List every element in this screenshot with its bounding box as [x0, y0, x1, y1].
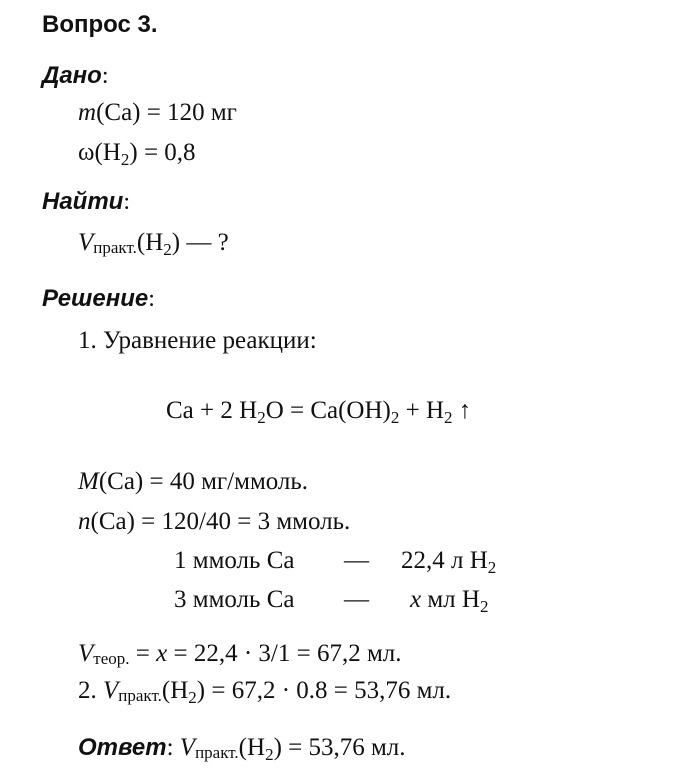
- solution-label: Решение: [42, 285, 149, 312]
- ratio-line-1-right: 22,4 л $H_2$: [401, 547, 497, 577]
- find-volume: $Vпракт.(H_2)$ — ?: [78, 229, 229, 259]
- page-title: Вопрос 3.: [42, 11, 158, 38]
- ratio-line-2-dash: —: [344, 586, 369, 613]
- solution-step-1: 1. Уравнение реакции:: [78, 327, 317, 354]
- given-label: Дано: [42, 62, 102, 89]
- given-omega: $\omega(H_2) = 0,8$: [78, 139, 196, 169]
- ratio-line-1-dash: —: [344, 547, 369, 574]
- solution-label-row: Решение:: [42, 285, 155, 312]
- answer-label: Ответ: [78, 734, 167, 761]
- ratio-line-2-right: x мл $H_2$: [410, 586, 489, 616]
- ratio-line-1: 1 ммоль Ca: [174, 547, 295, 574]
- answer-line: Ответ: $Vпракт.(H_2) = 53,76$ мл.: [78, 734, 406, 764]
- theoretical-volume-line: Vтеор. = x = 22,4 · 3/1 = 67,2 мл.: [78, 640, 402, 668]
- solution-step-2: 2. $Vпракт.(H_2) = 67,2 \cdot 0.8 = 53,76$ мл.: [78, 677, 452, 707]
- find-label-row: Найти:: [42, 188, 131, 215]
- molar-mass-line: M(Ca) = 40 мг/ммоль.: [78, 468, 309, 495]
- given-mass-ca: m(Ca) = 120 мг: [78, 99, 237, 126]
- given-label-row: Дано:: [42, 62, 109, 89]
- reaction-equation: Ca + 2 $H_2O = Ca(OH)_2 + H_2$ ↑: [166, 397, 472, 427]
- find-label: Найти: [42, 188, 124, 215]
- amount-line: n(Ca) = 120/40 = 3 ммоль.: [78, 508, 351, 535]
- ratio-line-2: 3 ммоль Ca: [174, 586, 295, 613]
